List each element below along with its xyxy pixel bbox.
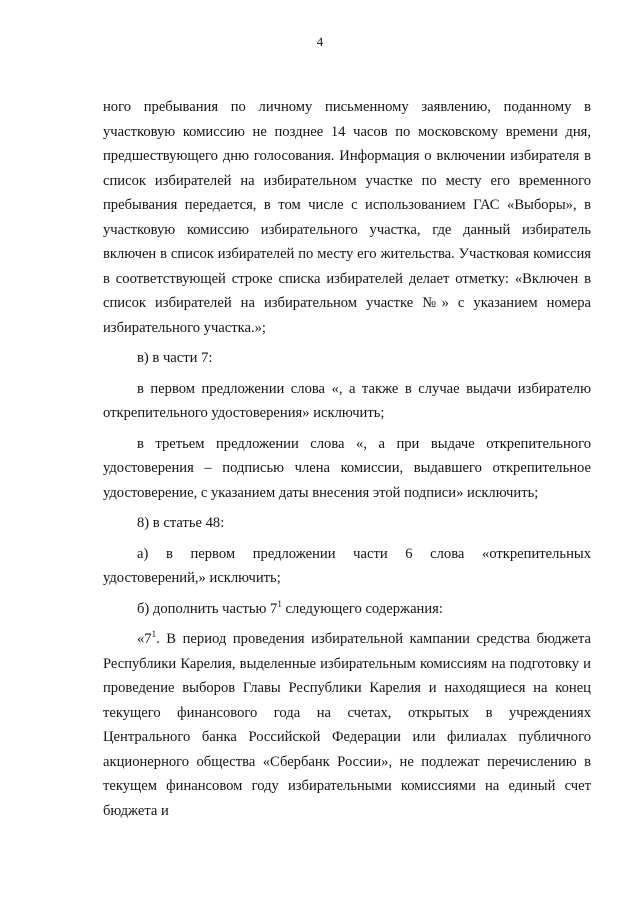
paragraph-continuation: ного пребывания по личному письменному заявлению, поданному в участковую комиссию не позднее 14 часов по московскому времени дня, предшествующего дню голосования. Информация о включении избирателя в список избирателей на избирательном участке по месту его временного пребывания передается, в том числе с использованием ГАС «Выборы», в участковую комиссию избирательного участка, где данный избиратель включен в список избирателей по месту его жительства. Участковая комиссия в соответствующей строке списка избирателей делает отметку: «Включен в список избирателей на избирательном участке №» с указанием номера избирательного участка.»; — [103, 99, 591, 336]
item-b-text-start: б) дополнить частью 7 — [137, 600, 278, 617]
paragraph-first-sentence: в первом предложении слова «, а также в случае выдачи избирателю открепительного удостоверения» исключить; — [103, 380, 591, 421]
paragraph-item-a: а) в первом предложении части 6 слова «открепительных удостоверений,» исключить; — [103, 545, 591, 586]
part-7-1-superscript: 1 — [151, 629, 157, 639]
paragraph-item-v: в) в части 7: — [137, 350, 213, 366]
paragraph-item-b — [103, 597, 591, 622]
part-7-1-text-start: «7 — [137, 631, 152, 647]
paragraph-part-7-1 — [103, 627, 591, 823]
item-b-text-end: следующего содержания: — [281, 600, 443, 617]
part-7-1-text-end: . В период проведения избирательной кампании средства бюджета Республики Карелия, выделенные избирательным комиссиям на подготовку и проведение выборов Главы Республики Карелия и находящиеся на конец текущего финансового года на счетах, открытых в учреждениях Центрального банка Российской Федерации или филиалах публичного акционерного общества «Сбербанк России», не подлежат перечислению в текущем финансовом году избирательными комиссиями на единый счет бюджета и — [103, 631, 591, 819]
document-body — [103, 95, 591, 823]
item-b-superscript: 1 — [277, 598, 282, 609]
paragraph-third-sentence: в третьем предложении слова «, а при выдаче открепительного удостоверения – подписью члена комиссии, выдавшего открепительное удостоверение, с указанием даты внесения этой подписи» исключить; — [103, 435, 591, 501]
paragraph-article-48: 8) в статье 48: — [137, 515, 225, 531]
page-number: 4 — [316, 34, 324, 49]
